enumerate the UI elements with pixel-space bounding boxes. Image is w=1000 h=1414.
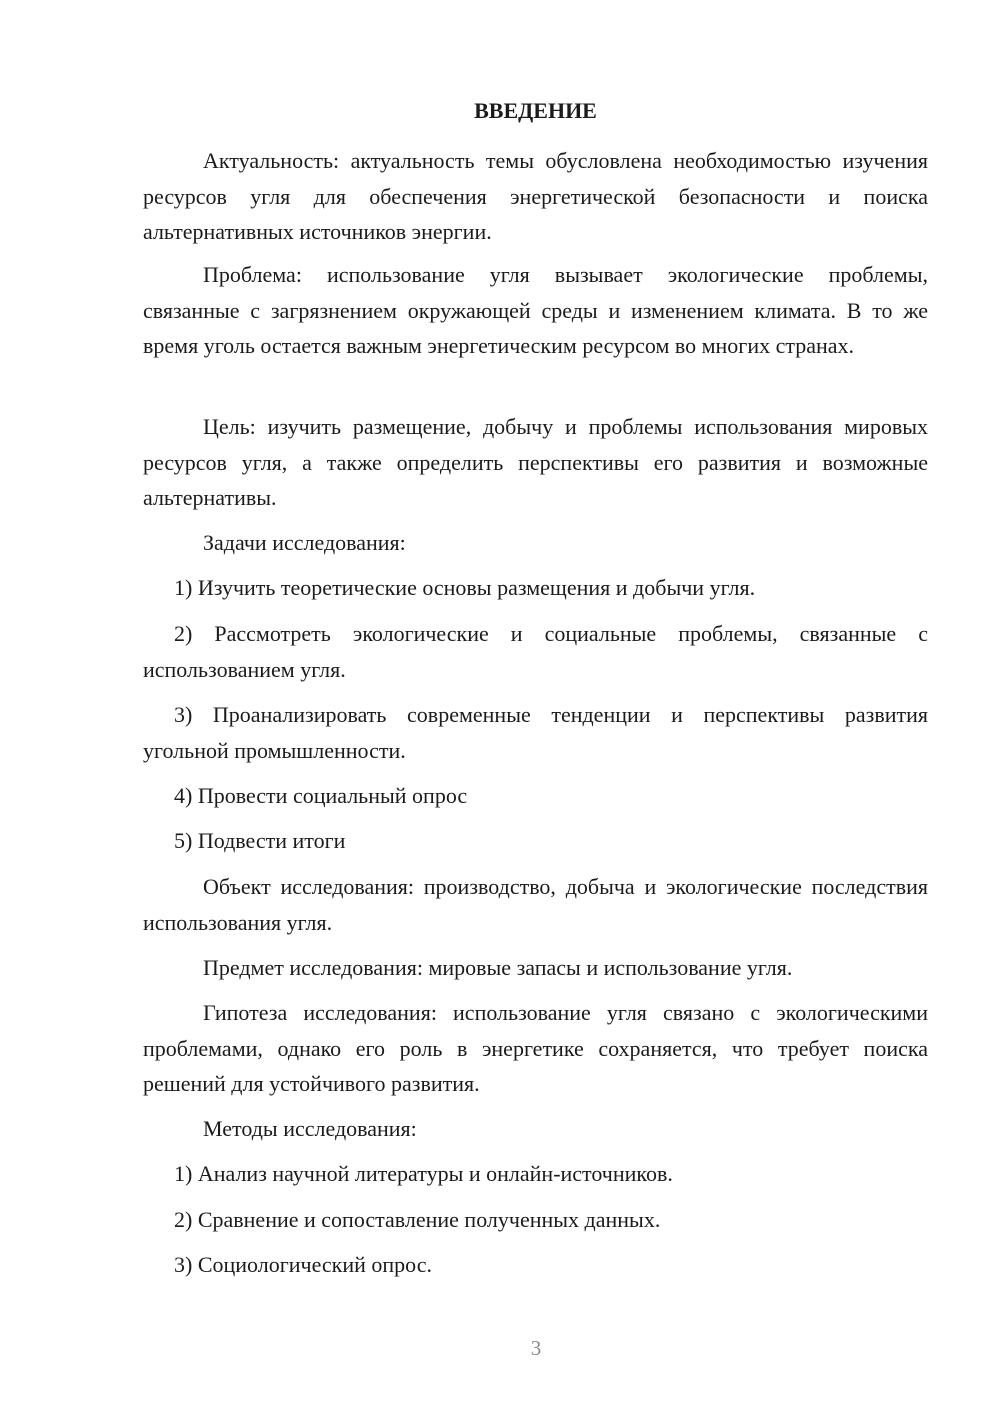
task-item-2: 2) Рассмотреть экологические и социальные проблемы, связанные с использованием угля. [143,621,928,682]
paragraph-object: Объект исследования: производство, добыча и экологические последствия использования угля. [143,874,928,935]
paragraph-problem: Проблема: использование угля вызывает экологические проблемы, связанные с загрязнением окружающей среды и изменением климата. В то же время уголь остается важным энергетическим ресурсом во многих странах. [143,262,928,358]
section-title: ВВЕДЕНИЕ [474,98,597,123]
task-item-3: 3) Проанализировать современные тенденции и перспективы развития угольной промышленности. [143,702,928,763]
paragraph-goal: Цель: изучить размещение, добычу и проблемы использования мировых ресурсов угля, а также определить перспективы его развития и возможные альтернативы. [143,414,928,510]
method-item-2: 2) Сравнение и сопоставление полученных данных. [174,1207,661,1232]
methods-heading: Методы исследования: [203,1116,417,1141]
task-item-5: 5) Подвести итоги [174,828,346,853]
paragraph-subject: Предмет исследования: мировые запасы и использование угля. [203,955,793,980]
paragraph-relevance: Актуальность: актуальность темы обусловлена необходимостью изучения ресурсов угля для обеспечения энергетической безопасности и поиска альтернативных источников энергии. [143,148,928,244]
tasks-heading: Задачи исследования: [203,530,406,555]
page-number: 3 [530,1336,542,1360]
method-item-1: 1) Анализ научной литературы и онлайн-источников. [174,1161,673,1186]
method-item-3: 3) Социологический опрос. [174,1252,432,1277]
task-item-1: 1) Изучить теоретические основы размещения и добычи угля. [174,575,756,600]
paragraph-hypothesis: Гипотеза исследования: использование угля связано с экологическими проблемами, однако его роль в энергетике сохраняется, что требует поиска решений для устойчивого развития. [143,1000,928,1096]
task-item-4: 4) Провести социальный опрос [174,783,468,808]
